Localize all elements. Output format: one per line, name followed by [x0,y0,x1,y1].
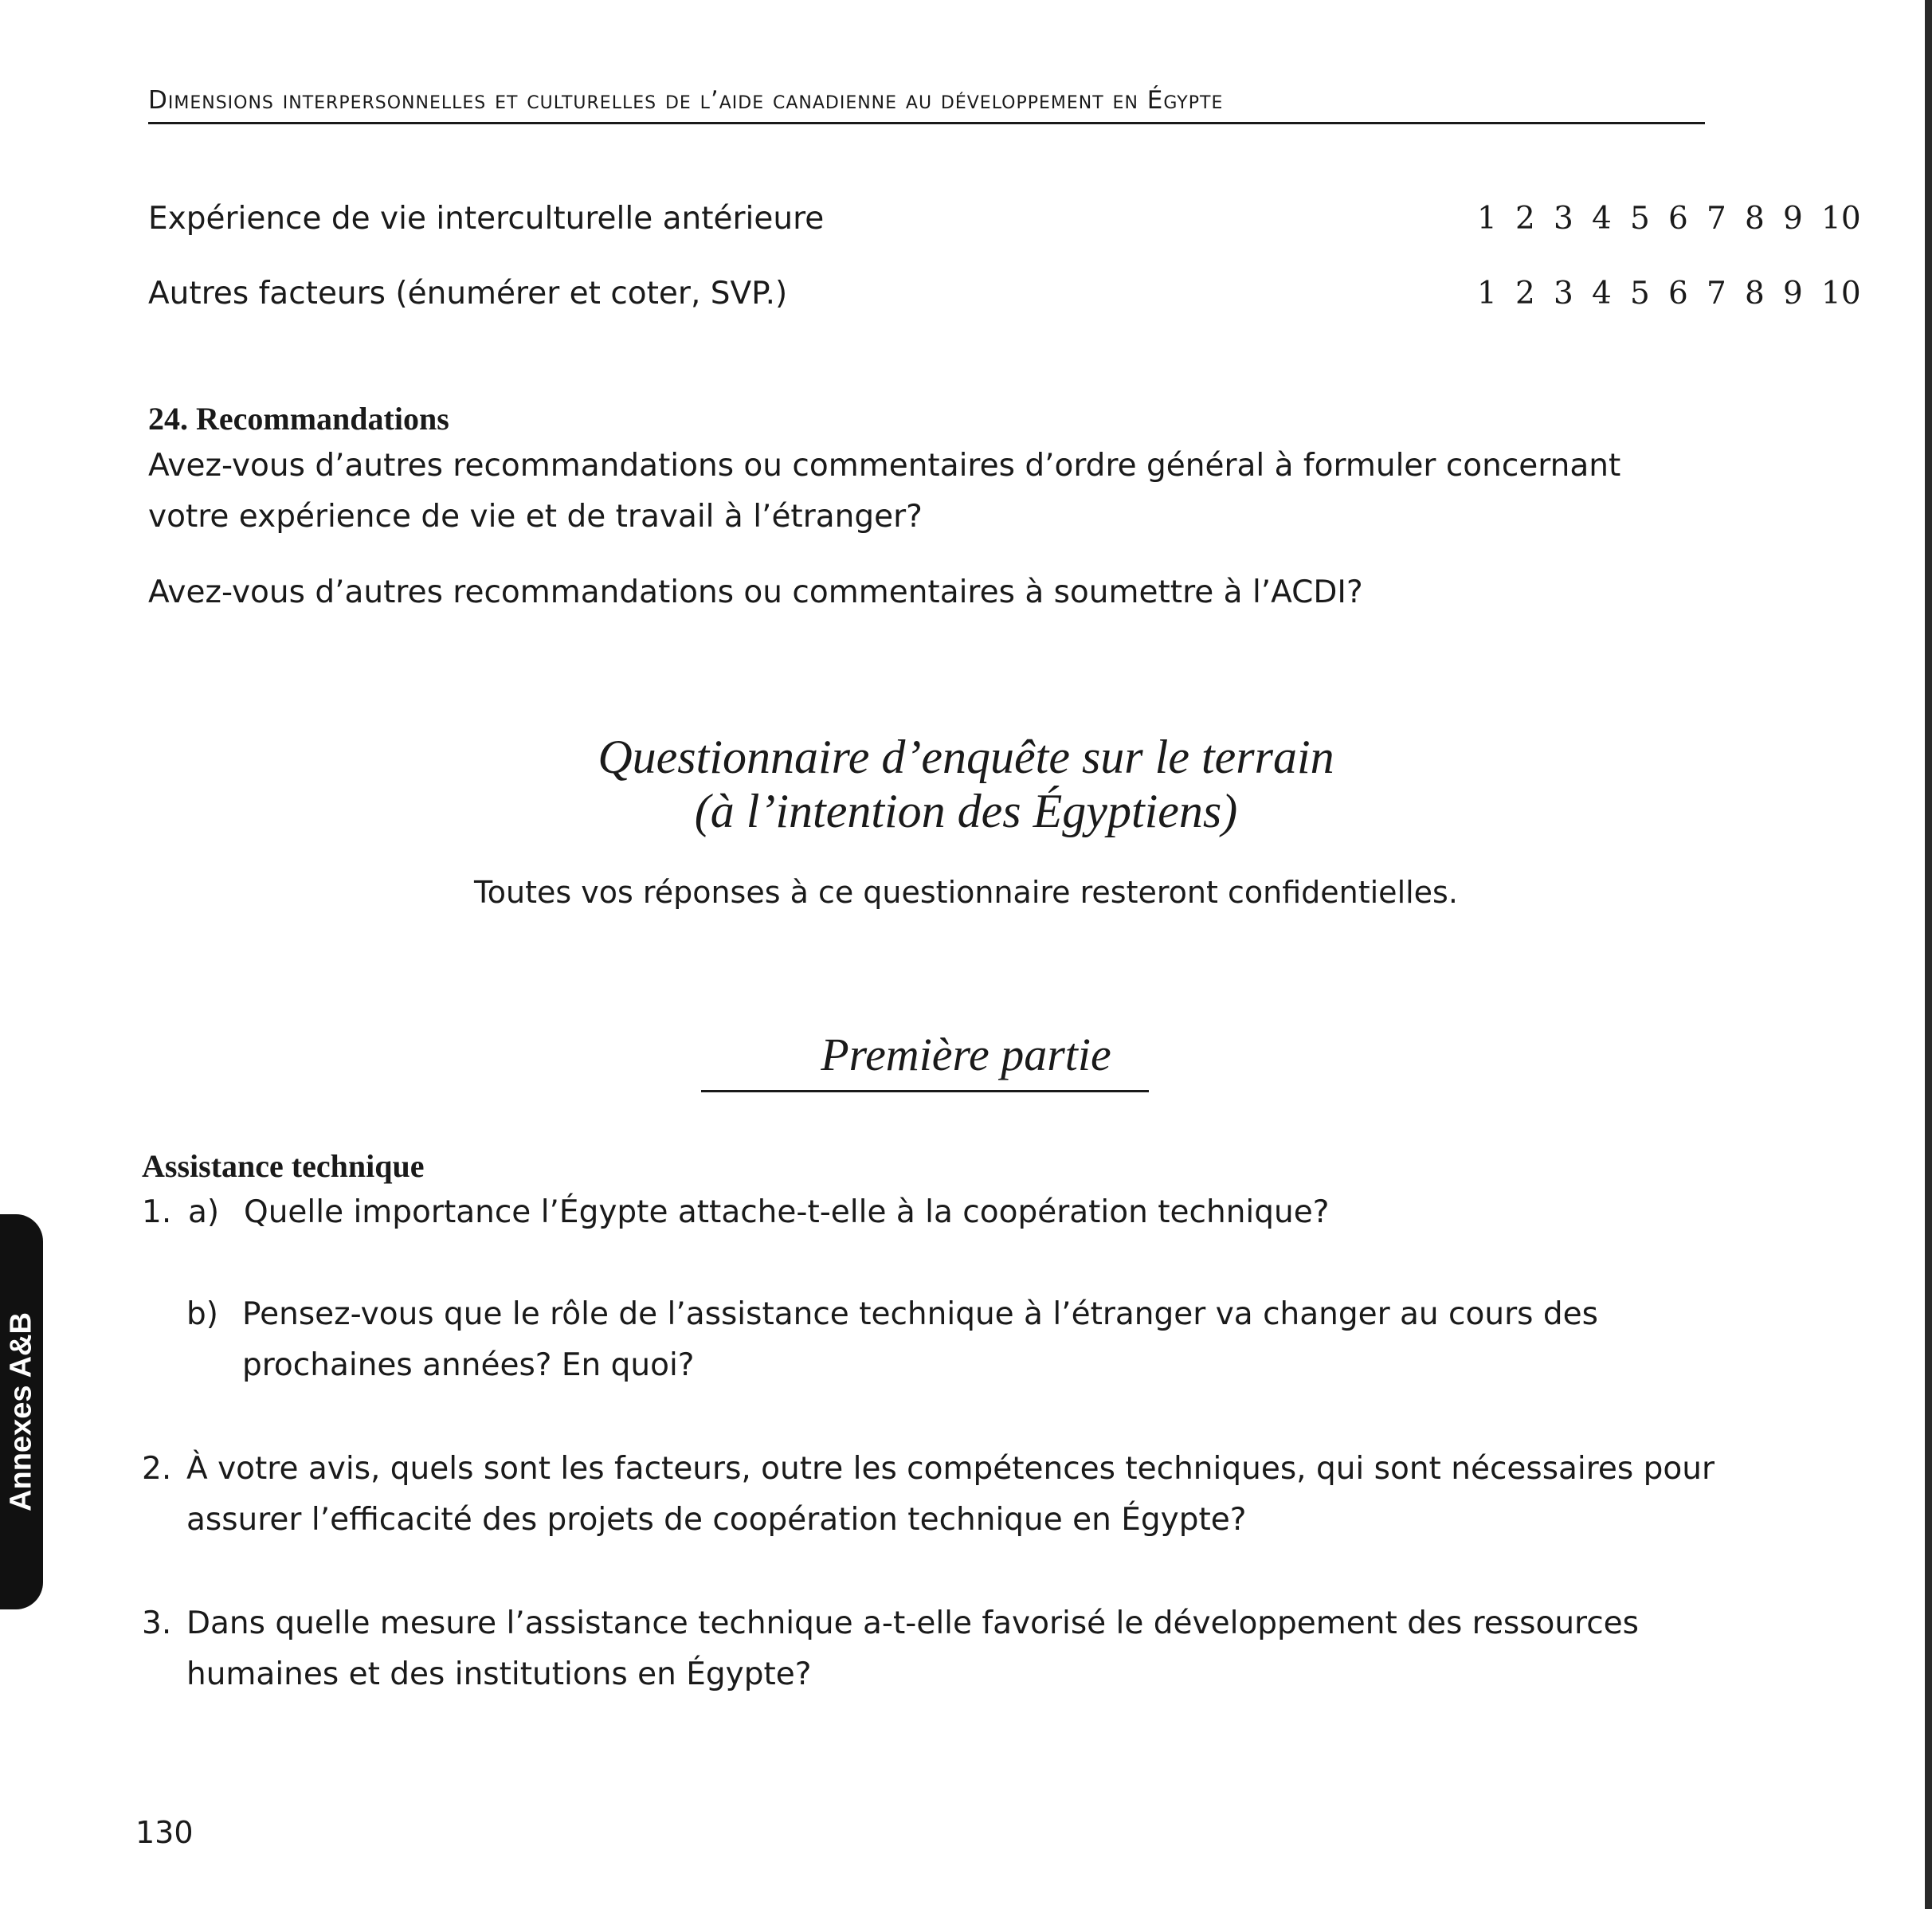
scale-value: 6 [1668,276,1688,312]
paragraph-line: Avez-vous d’autres recommandations ou commentaires à soumettre à l’ACDI? [148,574,1363,610]
scale-value: 10 [1821,276,1861,312]
question-text: Quelle importance l’Égypte attache-t-elle à la coopération technique? [244,1194,1330,1230]
paragraph-line: Avez-vous d’autres recommandations ou commentaires d’ordre général à formuler concernant [148,448,1621,484]
part-title-underline [701,1090,1149,1092]
scale-value: 3 [1554,201,1573,237]
scale-value: 1 [1477,276,1497,312]
scale-value: 7 [1707,276,1726,312]
scale-value: 5 [1630,201,1650,237]
section-heading-recommendations: 24. Recommandations [148,401,449,437]
question-text: Dans quelle mesure l’assistance technique a-t-elle favorisé le développement des ressources [186,1605,1639,1641]
question-2 [142,1444,1715,1546]
question-3 [142,1598,1705,1700]
rating-label: Expérience de vie interculturelle antérieure [148,201,825,237]
question-number: 3. [142,1605,172,1641]
scale-value: 10 [1821,201,1861,237]
scale-value: 7 [1707,201,1726,237]
running-head: Dimensions interpersonnelles et culturelles de l’aide canadienne au développement en Égypte [148,86,1224,115]
question-text: humaines et des institutions en Égypte? [186,1656,812,1692]
question-number: 1. [142,1194,172,1230]
confidentiality-note: Toutes vos réponses à ce questionnaire resteront confidentielles. [474,875,1458,910]
sub-label: b) [186,1296,218,1332]
scale-value: 4 [1592,276,1612,312]
questionnaire-title-line-1: Questionnaire d’enquête sur le terrain [598,731,1334,783]
scale-value: 2 [1515,276,1535,312]
scale-value: 3 [1554,276,1573,312]
question-text: assurer l’efficacité des projets de coopération technique en Égypte? [186,1502,1247,1538]
rating-label: Autres facteurs (énumérer et coter, SVP.) [148,276,788,312]
scale-value: 6 [1668,201,1688,237]
question-1a [142,1187,1703,1238]
annex-side-tab [0,1214,43,1609]
scale-value: 8 [1745,201,1765,237]
side-tab-label: Annexes A&B [4,1312,38,1511]
page-number: 130 [135,1815,194,1850]
part-title: Première partie [821,1029,1111,1080]
question-1b [186,1289,1700,1391]
scale-value: 9 [1783,276,1803,312]
questionnaire-title-line-2: (à l’intention des Égyptiens) [694,785,1238,837]
question-text: À votre avis, quels sont les facteurs, outre les compétences techniques, qui sont nécessaires pour [186,1451,1715,1487]
scale-value: 9 [1783,201,1803,237]
question-text: Pensez-vous que le rôle de l’assistance technique à l’étranger va changer au cours des [242,1296,1598,1332]
paragraph-line: votre expérience de vie et de travail à l’étranger? [148,499,923,535]
rating-scale [1477,276,1860,312]
scale-value: 8 [1745,276,1765,312]
page-edge-shadow [1925,0,1932,1909]
question-text: prochaines années? En quoi? [242,1347,695,1383]
scale-value: 4 [1592,201,1612,237]
scale-value: 1 [1477,201,1497,237]
header-rule [148,122,1705,124]
question-number: 2. [142,1451,172,1487]
sub-label: a) [188,1194,220,1230]
scale-value: 5 [1630,276,1650,312]
rating-scale [1477,201,1860,237]
scale-value: 2 [1515,201,1535,237]
section-heading-assistance: Assistance technique [142,1148,425,1184]
